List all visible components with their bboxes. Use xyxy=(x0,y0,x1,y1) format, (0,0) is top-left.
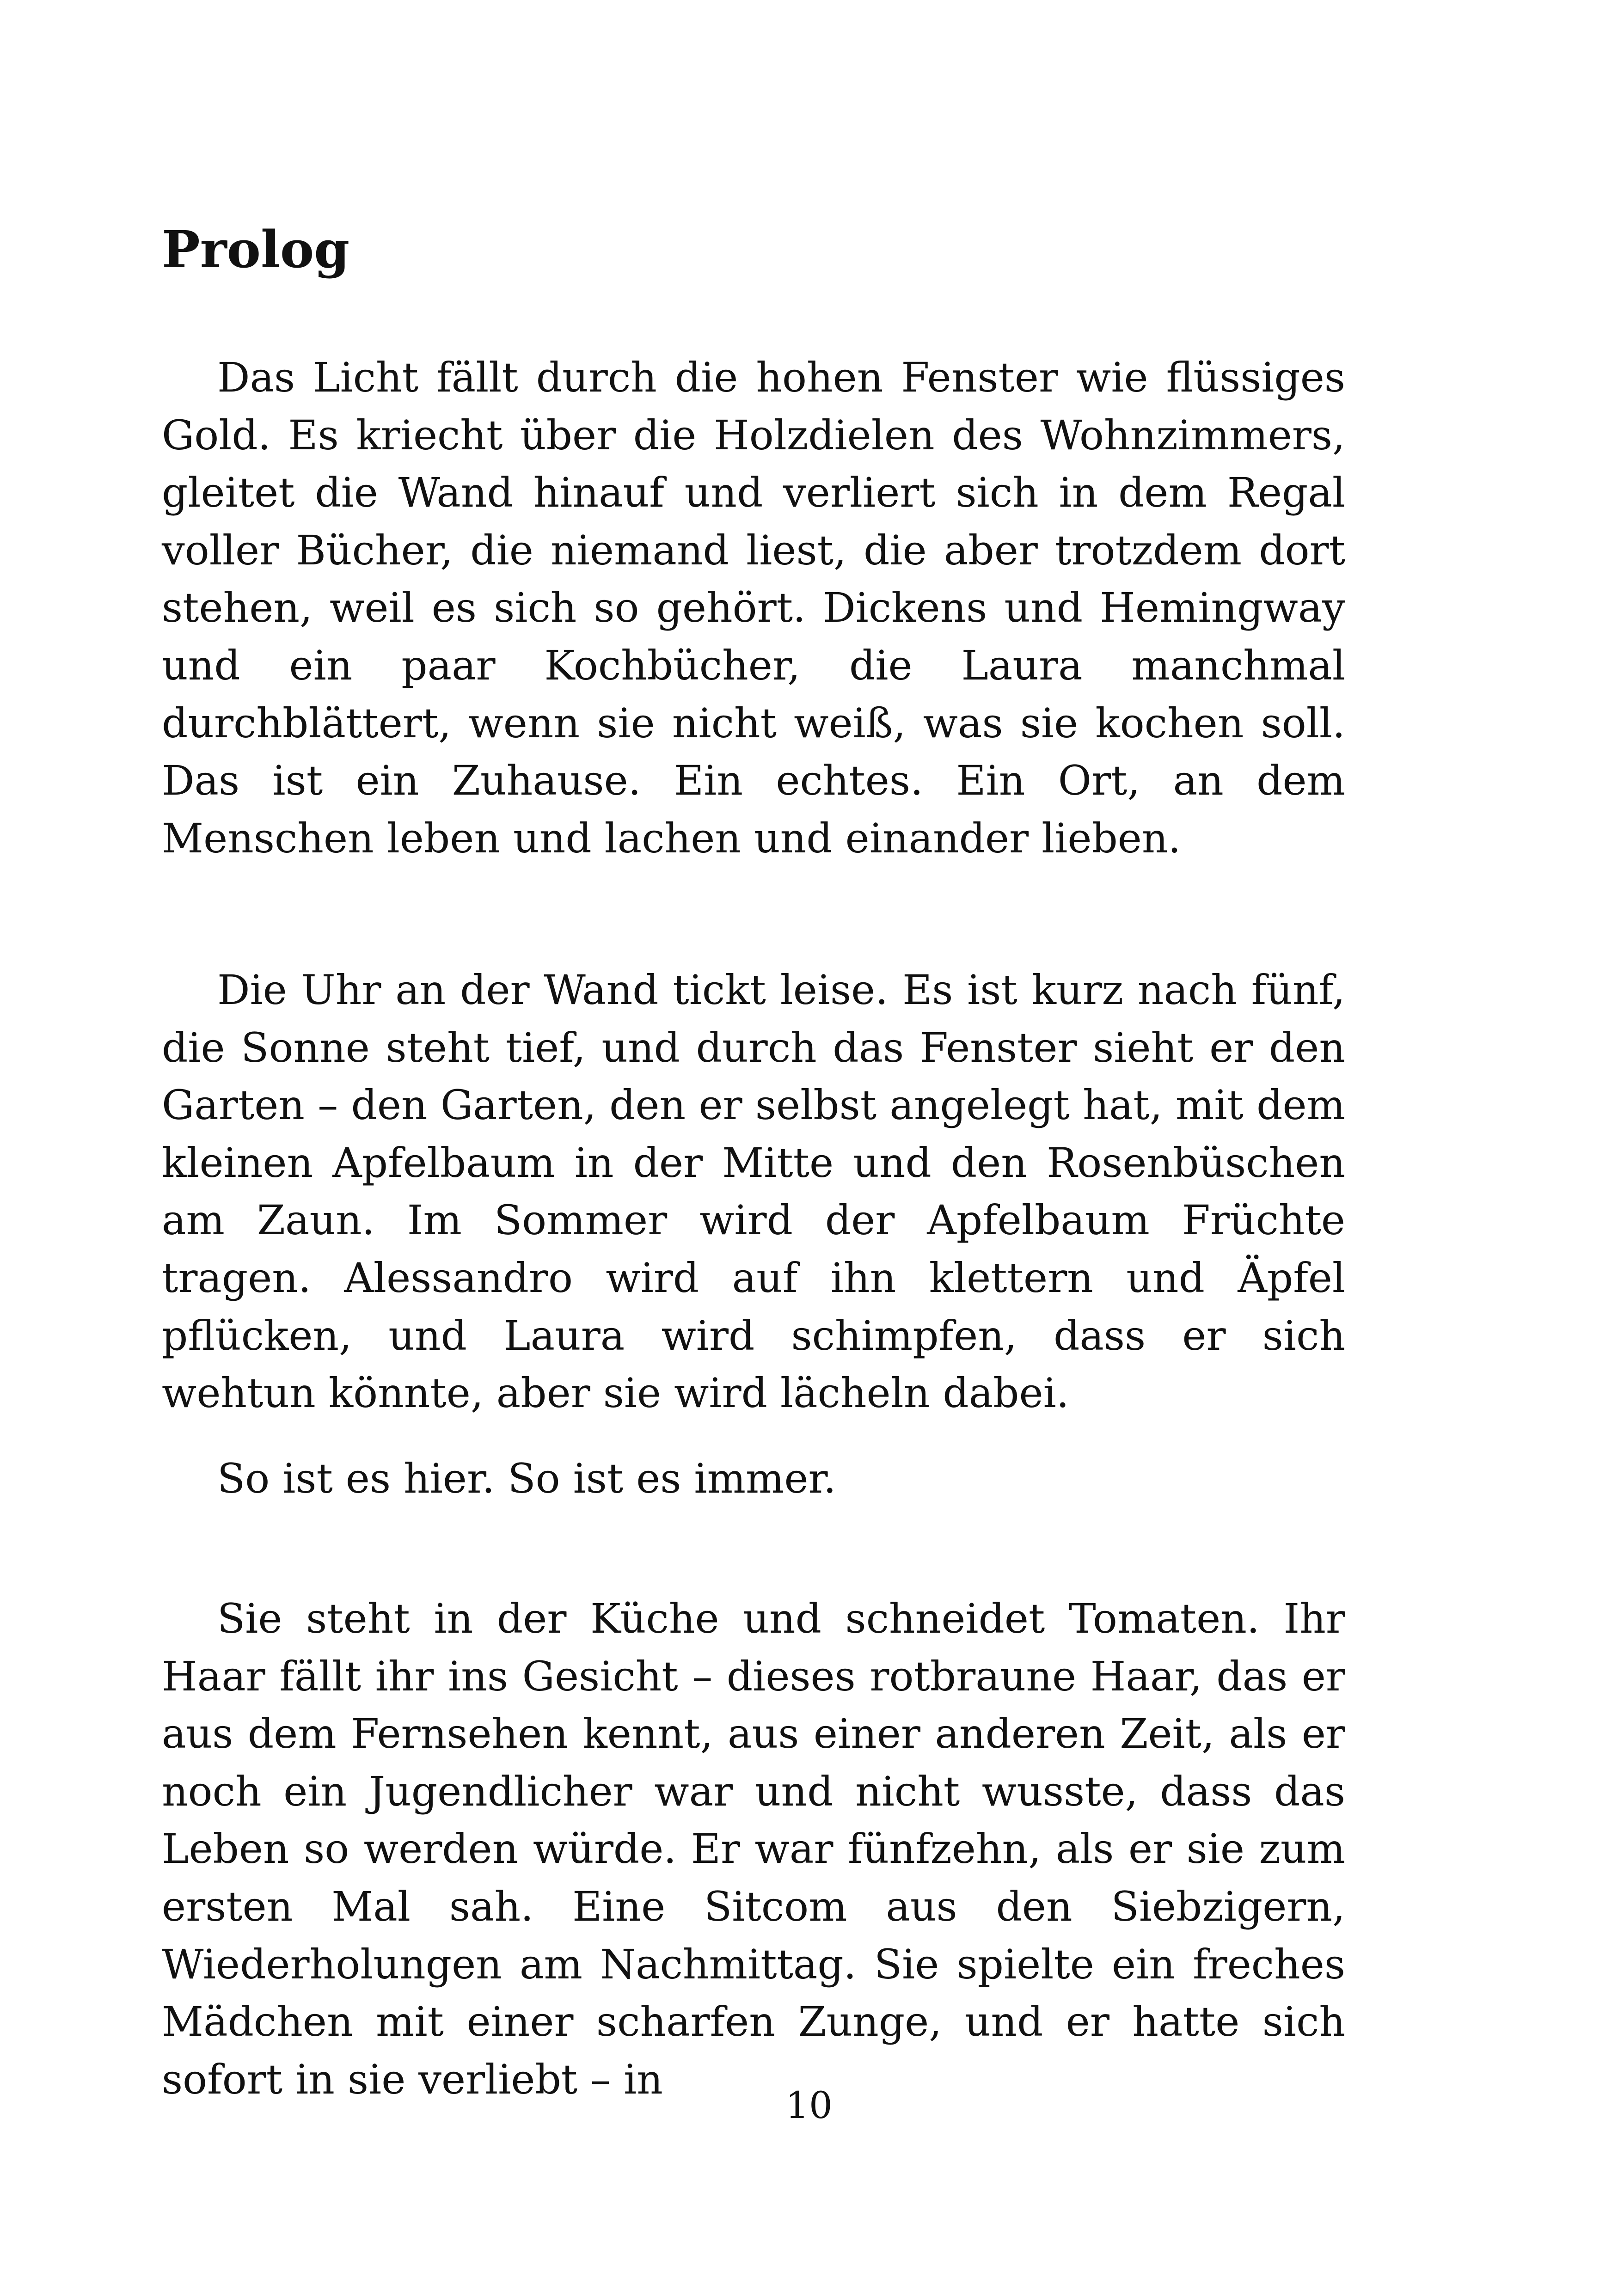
paragraph-spacer xyxy=(162,1422,1345,1450)
text-section xyxy=(162,349,1345,867)
paragraph: Sie steht in der Küche und schneidet Tomaten. Ihr Haar fällt ihr ins Gesicht – dieses rotbraune Haar, das er aus dem Fernsehen kennt, aus einer anderen Zeit, als er noch ein Jugendlicher war und nicht wusste, dass das Leben so werden würde. Er war fünfzehn, als er sie zum ersten Mal sah. Eine Sitcom aus den Siebzigern, Wiederholungen am Nachmittag. Sie spielte ein freches Mädchen mit einer scharfen Zunge, und er hatte sich sofort in sie verliebt – in xyxy=(162,1595,1345,2103)
chapter-title: Prolog xyxy=(162,220,350,279)
paragraph: So ist es hier. So ist es immer. xyxy=(217,1454,836,1502)
page-number: 10 xyxy=(785,2084,833,2127)
text-section xyxy=(162,961,1345,1507)
paragraph: Das Licht fällt durch die hohen Fenster wie flüssiges Gold. Es kriecht über die Holzdielen des Wohnzimmers, gleitet die Wand hinauf und verliert sich in dem Regal voller Bücher, die niemand liest, die aber trotzdem dort stehen, weil es sich so gehört. Dickens und Hemingway und ein paar Kochbücher, die Laura manchmal durchblättert, wenn sie nicht weiß, was sie kochen soll. Das ist ein Zuhause. Ein echtes. Ein Ort, an dem Menschen leben und lachen und einander lieben. xyxy=(162,354,1345,862)
text-section xyxy=(162,1590,1345,2108)
paragraph: Die Uhr an der Wand tickt leise. Es ist kurz nach fünf, die Sonne steht tief, und durch das Fenster sieht er den Garten – den Garten, den er selbst angelegt hat, mit dem kleinen Apfelbaum in der Mitte und den Rosenbüschen am Zaun. Im Sommer wird der Apfelbaum Früchte tragen. Alessandro wird auf ihn klettern und Äpfel pflücken, und Laura wird schimpfen, dass er sich wehtun könnte, aber sie wird lächeln dabei. xyxy=(162,966,1345,1417)
